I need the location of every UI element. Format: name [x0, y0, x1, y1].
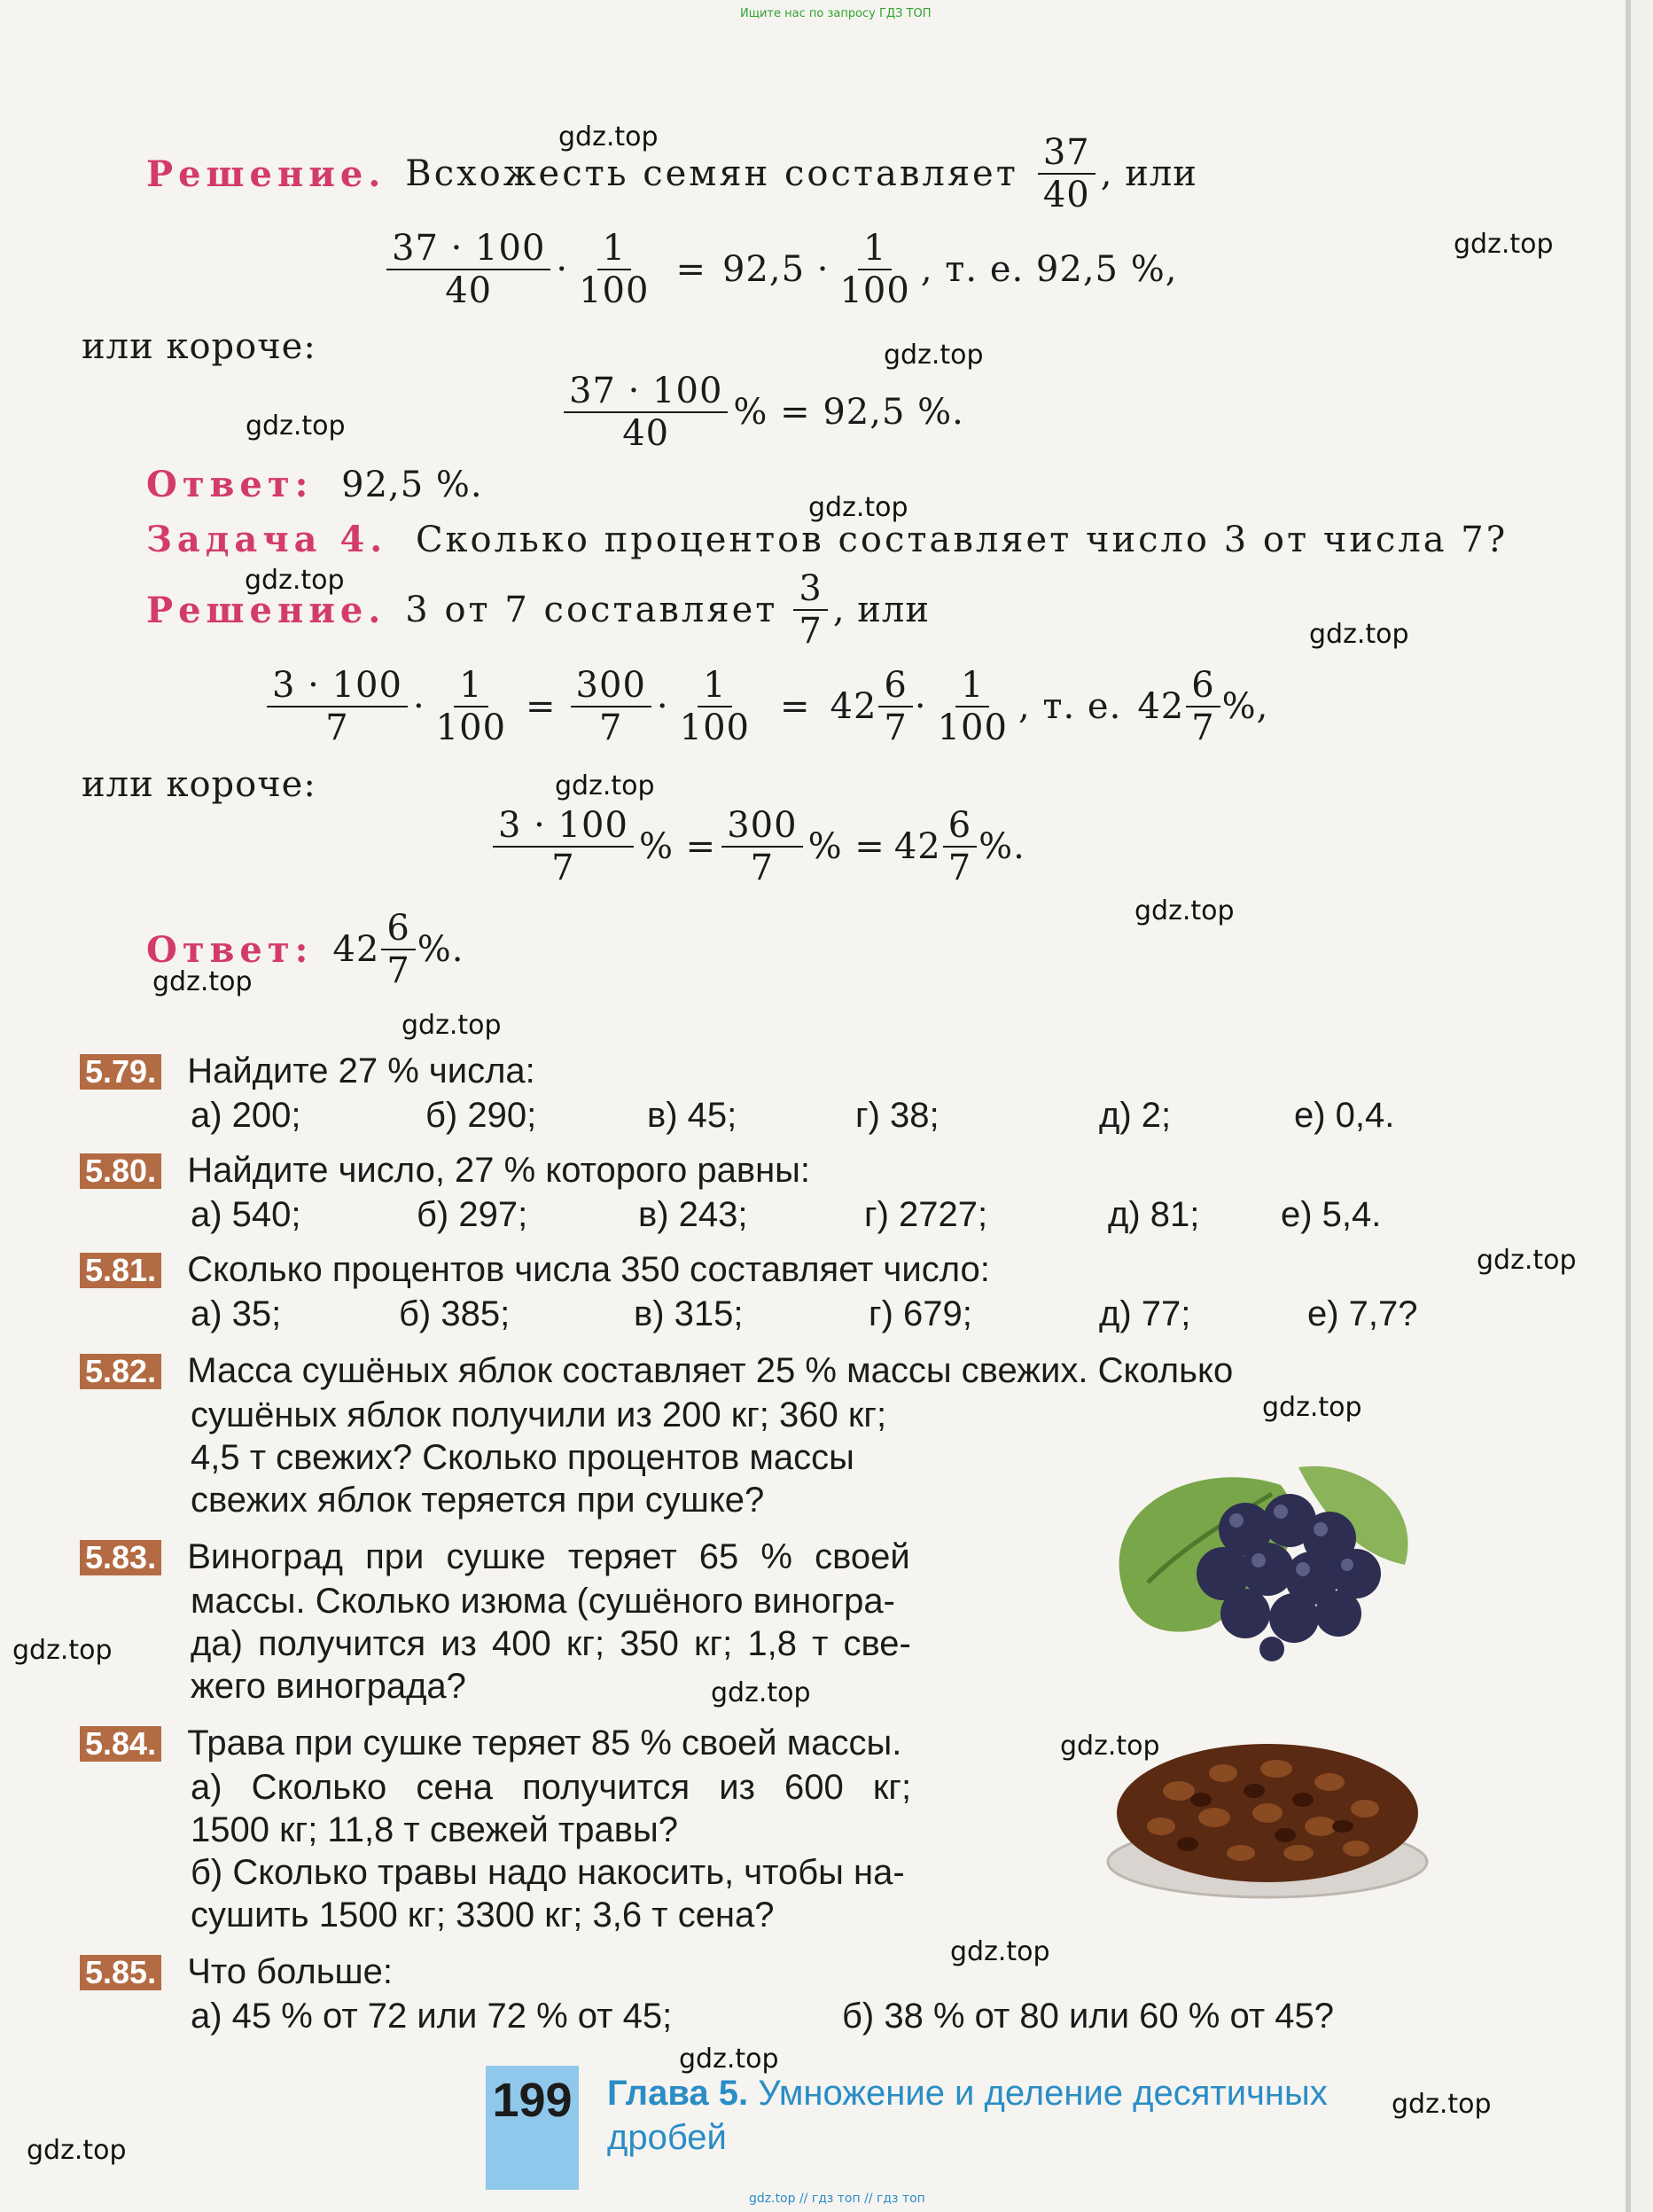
task3-answer: Ответ: 92,5 %.: [146, 464, 483, 505]
fraction: $\frac{37 \cdot 100}{40}$: [386, 230, 550, 309]
watermark: gdz.top: [1454, 229, 1554, 260]
watermark: gdz.top: [711, 1677, 811, 1708]
grapes-image: [1095, 1450, 1436, 1662]
watermark: gdz.top: [1060, 1731, 1160, 1762]
watermark: gdz.top: [12, 1635, 113, 1666]
exercise-5-85: 5.85. Что больше:: [80, 1952, 393, 1992]
exercise-number: 5.84.: [80, 1726, 161, 1762]
task4-solution-line: Решение. 3 от 7 составляет $\frac{3}{7}$ , или: [146, 568, 931, 652]
exercise-5-84: 5.84. Трава при сушке теряет 85 % своей массы.: [80, 1723, 901, 1763]
exercise-number: 5.79.: [80, 1054, 161, 1090]
watermark: gdz.top: [884, 340, 984, 371]
task4-answer: Ответ: 42 $\frac{6}{7}$ %.: [146, 908, 464, 991]
solution-keyword: Решение.: [146, 152, 386, 195]
exercise-5-79: 5.79. Найдите 27 % числа:: [80, 1051, 535, 1091]
task4-title: Задача 4. Сколько процентов составляет число 3 от числа 7?: [146, 519, 1509, 560]
fraction: $\frac{1}{100}$: [839, 228, 910, 311]
exercise-5-80: 5.80. Найдите число, 27 % которого равны:: [80, 1151, 810, 1191]
page-number: 199: [486, 2066, 579, 2190]
exercise-5-82: 5.82. Масса сушёных яблок составляет 25 % массы свежих. Сколько: [80, 1351, 1233, 1391]
watermark: gdz.top: [950, 1936, 1050, 1967]
fraction: $\frac{3}{7}$: [793, 570, 827, 650]
watermark: gdz.top: [679, 2044, 779, 2075]
exercise-text: а) Сколько сена получится из 600 кг; 1500 кг; 11,8 т свежей травы? б) Сколько травы надо накосить, чтобы на- сушить 1500 кг; 3300 кг; 3,6 т сена?: [191, 1768, 912, 1935]
watermark: gdz.top: [808, 492, 908, 523]
exercise-options: а) 200; б) 290; в) 45; г) 38; д) 2; е) 0,4.: [191, 1096, 1395, 1135]
watermark: gdz.top: [27, 2135, 127, 2166]
shorter-label: или короче:: [82, 326, 316, 367]
watermark: gdz.top: [246, 410, 346, 442]
exercise-options: а) 540; б) 297; в) 243; г) 2727; д) 81; е) 5,4.: [191, 1195, 1382, 1234]
exercise-number: 5.82.: [80, 1354, 161, 1389]
fraction: $\frac{1}{100}$: [579, 228, 650, 311]
bottom-note: gdz.top // гдз топ // гдз топ: [749, 2192, 925, 2206]
exercise-text: сушёных яблок получили из 200 кг; 360 кг; 4,5 т свежих? Сколько процентов массы свежих яблок теряется при сушке?: [191, 1395, 887, 1520]
task4-equation-1: $\frac{3 \cdot 100}{7}$ · $\frac{1}{100}$ = $\frac{300}{7}$ · $\frac{1}{100}$ = 42 $\frac{6}{7}$ · $\frac{1}{100}$ , т. е. 42 $\frac{6}{7}$ %,: [261, 663, 1268, 750]
fraction: $\frac{37 \cdot 100}{40}$: [564, 372, 728, 452]
top-note: Ищите нас по запросу ГДЗ ТОП: [740, 7, 932, 20]
chapter-title: Глава 5. Умножение и деление десятичных дробей: [607, 2074, 1328, 2157]
exercise-number: 5.85.: [80, 1955, 161, 1990]
watermark: gdz.top: [1392, 2089, 1492, 2120]
exercise-text: массы. Сколько изюма (сушёного виногра- да) получится из 400 кг; 350 кг; 1,8 т све- жего винограда?: [191, 1582, 911, 1706]
watermark: gdz.top: [1134, 895, 1235, 926]
watermark: gdz.top: [152, 966, 253, 997]
solution-text: Всхожесть семян составляет: [405, 153, 1018, 194]
exercise-options: а) 45 % от 72 или 72 % от 45; б) 38 % от 80 или 60 % от 45?: [191, 1997, 1334, 2036]
exercise-5-83: 5.83. Виноград при сушке теряет 65 % своей: [80, 1537, 910, 1577]
watermark: gdz.top: [1262, 1392, 1362, 1423]
exercise-number: 5.80.: [80, 1153, 161, 1189]
exercise-options: а) 35; б) 385; в) 315; г) 679; д) 77; е) 7,7?: [191, 1294, 1418, 1333]
raisins-image: [1099, 1729, 1431, 1906]
watermark: gdz.top: [558, 121, 659, 152]
watermark: gdz.top: [1309, 619, 1409, 650]
exercise-number: 5.83.: [80, 1540, 161, 1575]
exercise-number: 5.81.: [80, 1253, 161, 1288]
exercise-5-81: 5.81. Сколько процентов числа 350 составляет число:: [80, 1250, 990, 1290]
watermark: gdz.top: [402, 1010, 502, 1041]
task3-equation-1: $\frac{37 \cdot 100}{40}$ · $\frac{1}{100}$ = 92,5 · $\frac{1}{100}$ , т. е. 92,5 %,: [381, 226, 1177, 313]
watermark: gdz.top: [555, 770, 655, 801]
task3-equation-2: $\frac{37 \cdot 100}{40}$ % = 92,5 %.: [558, 369, 964, 456]
shorter-label: или короче:: [82, 764, 316, 805]
task3-solution-line: Решение. Всхожесть семян составляет $\frac{37}{40}$ , или: [146, 132, 1197, 215]
watermark: gdz.top: [1477, 1245, 1577, 1276]
task4-equation-2: $\frac{3 \cdot 100}{7}$ % = $\frac{300}{7}$ % = 42 $\frac{6}{7}$ %.: [487, 803, 1025, 890]
watermark: gdz.top: [245, 565, 345, 596]
fraction: $\frac{37}{40}$: [1038, 134, 1096, 214]
